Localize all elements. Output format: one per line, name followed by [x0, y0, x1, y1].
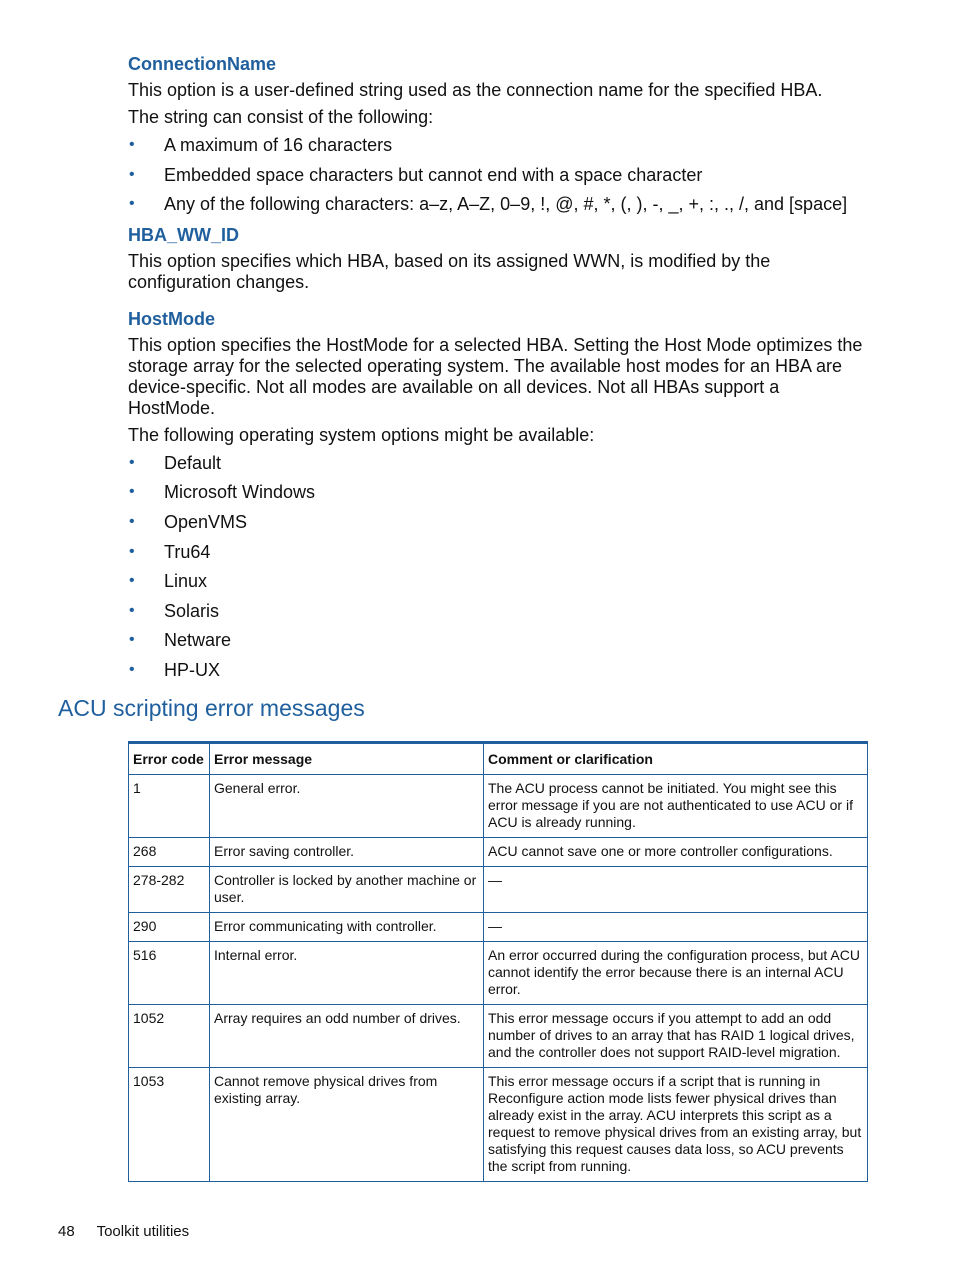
table-row — [129, 867, 868, 913]
bullet-icon: • — [129, 542, 135, 560]
bullet-icon: • — [129, 483, 135, 501]
bullet-icon: • — [129, 660, 135, 678]
list-item: • Any of the following characters: a–z, A–Z, 0–9, !, @, #, *, (, ), -, _, +, :, ., /, and [space] — [129, 194, 848, 215]
bullet-icon: • — [129, 601, 135, 619]
page-number: 48 — [58, 1223, 75, 1240]
comment-cell: — — [484, 913, 868, 942]
error-message-cell: Error communicating with controller. — [210, 913, 484, 942]
comment-cell: This error message occurs if a script that is running in Reconfigure action mode lists fewer physical drives than already exist in the array. ACU interprets this script as a request to remove physical drives from an existing array, but satisfying this request causes data loss, so ACU prevents the script from running. — [484, 1068, 868, 1182]
bullet-icon: • — [129, 165, 135, 183]
comment-cell: ACU cannot save one or more controller configurations. — [484, 838, 868, 867]
table-header-row — [129, 743, 868, 775]
table-row — [129, 775, 868, 838]
table-row — [129, 1068, 868, 1182]
paragraph: The following operating system options might be available: — [128, 424, 595, 445]
column-header: Comment or clarification — [484, 743, 868, 775]
error-messages-table — [128, 741, 868, 1182]
column-header: Error code — [129, 743, 210, 775]
list-item: • Default — [129, 452, 222, 473]
error-code-cell: 290 — [129, 913, 210, 942]
list-item: • Netware — [129, 630, 232, 651]
error-message-cell: Cannot remove physical drives from existing array. — [210, 1068, 484, 1182]
list-item: • OpenVMS — [129, 511, 248, 532]
subheading-hba-ww-id: HBA_WW_ID — [128, 224, 239, 245]
footer-section-name: Toolkit utilities — [96, 1223, 190, 1240]
error-code-cell: 1052 — [129, 1005, 210, 1068]
list-item: • Linux — [129, 571, 208, 592]
error-code-cell: 278-282 — [129, 867, 210, 913]
comment-cell: The ACU process cannot be initiated. You might see this error message if you are not authenticated to use ACU or if ACU is already running. — [484, 775, 868, 838]
error-message-cell: Array requires an odd number of drives. — [210, 1005, 484, 1068]
comment-cell: This error message occurs if you attempt to add an odd number of drives to an array that has RAID 1 logical drives, and the controller does not support RAID-level migration. — [484, 1005, 868, 1068]
error-code-cell: 1053 — [129, 1068, 210, 1182]
list-item: • Tru64 — [129, 541, 211, 562]
bullet-icon: • — [129, 136, 135, 153]
paragraph: This option is a user-defined string used as the connection name for the specified HBA. — [128, 80, 823, 100]
paragraph: This option specifies which HBA, based on its assigned WWN, is modified by the configuration changes. — [128, 250, 771, 292]
bullet-icon: • — [129, 512, 135, 530]
error-message-cell: General error. — [210, 775, 484, 838]
bullet-icon: • — [129, 453, 135, 471]
list-item: • A maximum of 16 characters — [129, 135, 393, 155]
table-row — [129, 1005, 868, 1068]
paragraph: This option specifies the HostMode for a selected HBA. Setting the Host Mode optimizes the storage array for the selected operating system. The available host modes for an HBA are device-specific. Not all modes are available on all devices. Not all HBAs support a HostMode. — [128, 334, 863, 418]
comment-cell: An error occurred during the configuration process, but ACU cannot identify the error because there is an internal ACU error. — [484, 942, 868, 1005]
list-item: • Microsoft Windows — [129, 482, 316, 503]
bullet-list-host-mode — [128, 452, 868, 681]
error-code-cell: 268 — [129, 838, 210, 867]
bullet-list-connection-name — [128, 134, 868, 215]
paragraph: The string can consist of the following: — [128, 107, 434, 127]
list-item: • Solaris — [129, 600, 220, 621]
error-message-cell: Internal error. — [210, 942, 484, 1005]
bullet-icon: • — [129, 195, 135, 213]
error-message-cell: Controller is locked by another machine or user. — [210, 867, 484, 913]
error-code-cell: 1 — [129, 775, 210, 838]
error-message-cell: Error saving controller. — [210, 838, 484, 867]
list-item: • Embedded space characters but cannot end with a space character — [129, 164, 703, 185]
table-row — [129, 838, 868, 867]
column-header: Error message — [210, 743, 484, 775]
error-code-cell: 516 — [129, 942, 210, 1005]
list-item: • HP-UX — [129, 659, 221, 680]
comment-cell: — — [484, 867, 868, 913]
page-content — [128, 52, 868, 689]
table-row — [129, 942, 868, 1005]
bullet-icon: • — [129, 572, 135, 590]
section-title: ACU scripting error messages — [58, 695, 365, 721]
subheading-host-mode: HostMode — [128, 308, 215, 329]
table-row — [129, 913, 868, 942]
bullet-icon: • — [129, 631, 135, 649]
subheading-connection-name: ConnectionName — [128, 54, 277, 74]
page-footer — [58, 1222, 189, 1242]
